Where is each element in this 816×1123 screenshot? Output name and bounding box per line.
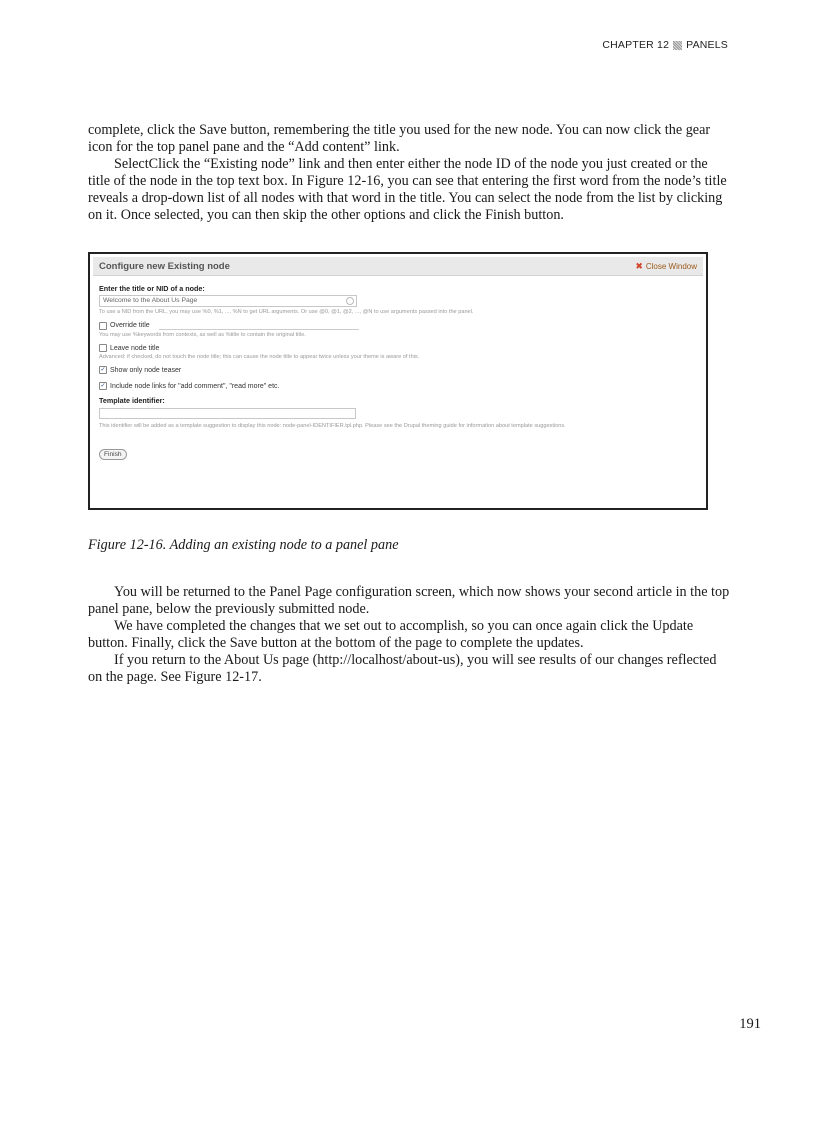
leave-title-help: Advanced: if checked, do not touch the node title; this can cause the node title to appear twice unless your theme is aware of this. — [99, 354, 420, 360]
close-window-label: Close Window — [645, 261, 697, 271]
links-checkbox-row[interactable] — [99, 382, 697, 390]
figure-caption: Figure 12-16. Adding an existing node to a panel pane — [88, 537, 399, 553]
dialog-body — [90, 276, 706, 461]
autocomplete-throbber-icon — [346, 297, 354, 305]
template-field-help: This identifier will be added as a template suggestion to display this node: node-panel-IDENTIFIER.tpl.php. Please see the Drupal theming guide for information about template suggestions. — [99, 423, 566, 429]
dialog-title: Configure new Existing node — [99, 260, 230, 272]
links-label: Include node links for "add comment", "read more" etc. — [110, 382, 280, 390]
close-icon: ✖ — [635, 260, 643, 271]
node-field-label: Enter the title or NID of a node: — [99, 284, 205, 293]
paragraph: If you return to the About Us page (http://localhost/about-us), you will see results of our changes reflected on the page. See Figure 12-17. — [88, 652, 717, 685]
dialog-titlebar — [93, 257, 703, 276]
teaser-checkbox[interactable]: ✓ — [100, 367, 106, 373]
finish-button[interactable]: Finish — [99, 449, 127, 460]
links-checkbox[interactable]: ✓ — [100, 383, 106, 389]
header-separator-icon — [673, 41, 682, 50]
node-field-help: To use a NID from the URL, you may use %0, %1, ..., %N to get URL arguments. Or use @0, @1, @2, ..., @N to use arguments passed into the panel. — [99, 309, 474, 315]
leave-title-checkbox-row[interactable] — [99, 344, 697, 352]
chapter-label: CHAPTER 12 — [602, 39, 670, 51]
paragraph: SelectClick the “Existing node” link and then enter either the node ID of the node you just created or the title of the node in the top text box. In Figure 12-16, you can see that entering the first word from the node’s title reveals a drop-down list of all nodes with that word in the title. You can select the node from the list by clicking on it. Once selected, you can then skip the other options and click the Finish button. — [88, 156, 727, 223]
body-text-top — [88, 122, 730, 224]
override-title-help: You may use %keywords from contexts, as well as %title to contain the original title. — [99, 332, 306, 338]
override-title-checkbox-row[interactable] — [99, 321, 697, 330]
running-header — [602, 39, 728, 51]
body-text-bottom — [88, 584, 730, 686]
section-label: PANELS — [686, 39, 728, 51]
figure-screenshot — [88, 252, 708, 510]
node-title-value: Welcome to the About Us Page — [103, 297, 198, 304]
teaser-label: Show only node teaser — [110, 366, 182, 374]
paragraph: complete, click the Save button, remembering the title you used for the new node. You can now click the gear icon for the top panel pane and the “Add content” link. — [88, 122, 711, 155]
page-number: 191 — [739, 1016, 761, 1032]
paragraph: You will be returned to the Panel Page configuration screen, which now shows your second article in the top panel pane, below the previously submitted node. — [88, 584, 730, 617]
close-window-button[interactable] — [635, 261, 697, 272]
leave-title-checkbox[interactable] — [99, 344, 107, 352]
template-field-label: Template identifier: — [99, 396, 165, 405]
paragraph: We have completed the changes that we set out to accomplish, so you can once again click the Update button. Finally, click the Save button at the bottom of the page to complete the updates. — [88, 618, 694, 651]
override-title-checkbox[interactable] — [99, 322, 107, 330]
template-identifier-input[interactable] — [99, 408, 356, 419]
node-title-input[interactable] — [99, 295, 357, 307]
override-title-input[interactable] — [159, 321, 359, 330]
override-title-label: Override title — [110, 322, 150, 329]
teaser-checkbox-row[interactable] — [99, 366, 697, 374]
leave-title-label: Leave node title — [110, 344, 160, 352]
